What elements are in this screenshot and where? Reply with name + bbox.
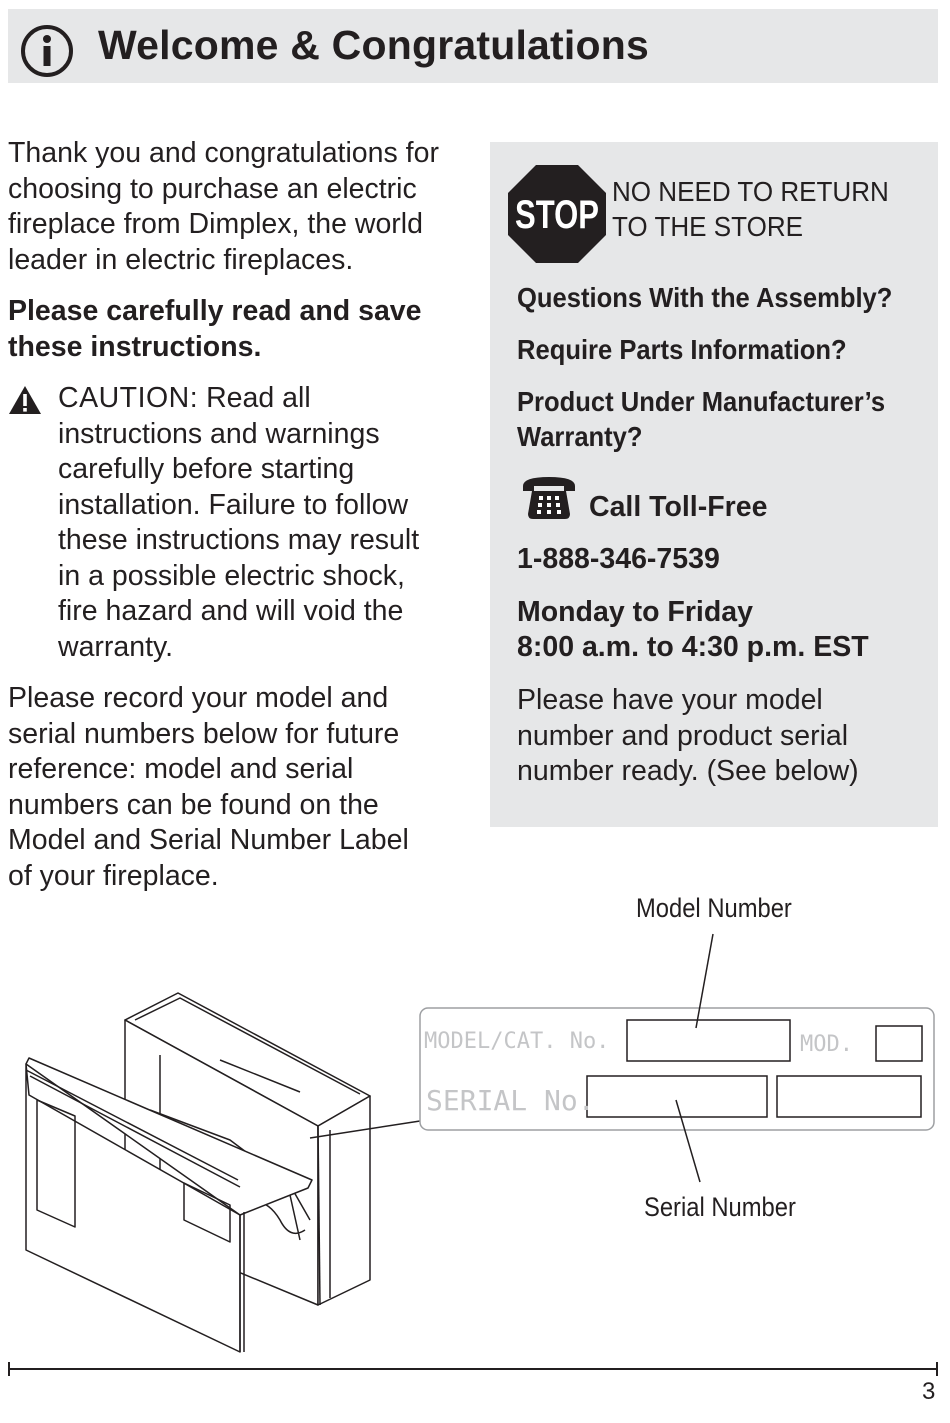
caution-label: CAUTION: bbox=[58, 382, 199, 414]
question-assembly: Questions With the Assembly? bbox=[517, 282, 893, 313]
intro-paragraph: Thank you and congratulations for choosing to purchase an electric fireplace from Dimplex, the world leader in electric fireplaces. bbox=[8, 137, 439, 276]
question-warranty-line2: Warranty? bbox=[517, 421, 643, 452]
info-icon bbox=[20, 24, 74, 78]
label-serial-text: SERIAL No. bbox=[426, 1084, 595, 1117]
page-title: Welcome & Congratulations bbox=[98, 22, 649, 68]
question-warranty-line1: Product Under Manufacturer’s bbox=[517, 386, 886, 417]
stop-heading bbox=[612, 174, 889, 244]
support-panel bbox=[490, 142, 938, 827]
caution-text: Read all instructions and warnings carefully before starting installation. Failure to follow these instructions may result in a possible electric shock, fire hazard and will void the warranty. bbox=[58, 382, 420, 663]
question-parts: Require Parts Information? bbox=[517, 334, 847, 365]
footer-tick-left bbox=[8, 1362, 10, 1376]
model-number-label: Model Number bbox=[636, 893, 792, 923]
support-days: Monday to Friday bbox=[517, 596, 753, 628]
fireplace-drawing bbox=[26, 993, 420, 1352]
footer-rule bbox=[8, 1368, 938, 1370]
stop-heading-line1: NO NEED TO RETURN bbox=[612, 176, 889, 207]
page-number: 3 bbox=[922, 1378, 936, 1405]
support-hours: 8:00 a.m. to 4:30 p.m. EST bbox=[517, 631, 869, 663]
save-notice: Please carefully read and save these instructions. bbox=[8, 295, 422, 363]
stop-sign-text: STOP bbox=[515, 193, 599, 237]
serial-number-label: Serial Number bbox=[644, 1192, 796, 1222]
stop-sign-icon bbox=[507, 164, 607, 264]
caution-paragraph bbox=[58, 381, 448, 665]
call-toll-free: Call Toll-Free bbox=[589, 491, 768, 523]
fireplace-diagram bbox=[0, 980, 950, 1370]
ready-note: Please have your model number and product serial number ready. (See below) bbox=[517, 684, 859, 787]
label-model-cat-text: MODEL/CAT. No. bbox=[424, 1029, 610, 1054]
footer-tick-right bbox=[936, 1362, 938, 1376]
phone-number[interactable]: 1-888-346-7539 bbox=[517, 543, 720, 575]
record-note: Please record your model and serial numbers below for future reference: model and serial numbers can be found on the Model and Serial Number Label of your fireplace. bbox=[8, 682, 409, 892]
stop-heading-line2: TO THE STORE bbox=[612, 211, 804, 242]
left-column bbox=[8, 136, 478, 910]
warning-icon bbox=[8, 385, 42, 415]
telephone-icon bbox=[520, 474, 578, 522]
serial-rating-label bbox=[420, 1008, 934, 1130]
caution-block bbox=[8, 381, 478, 665]
label-mod-text: MOD. bbox=[800, 1032, 853, 1057]
